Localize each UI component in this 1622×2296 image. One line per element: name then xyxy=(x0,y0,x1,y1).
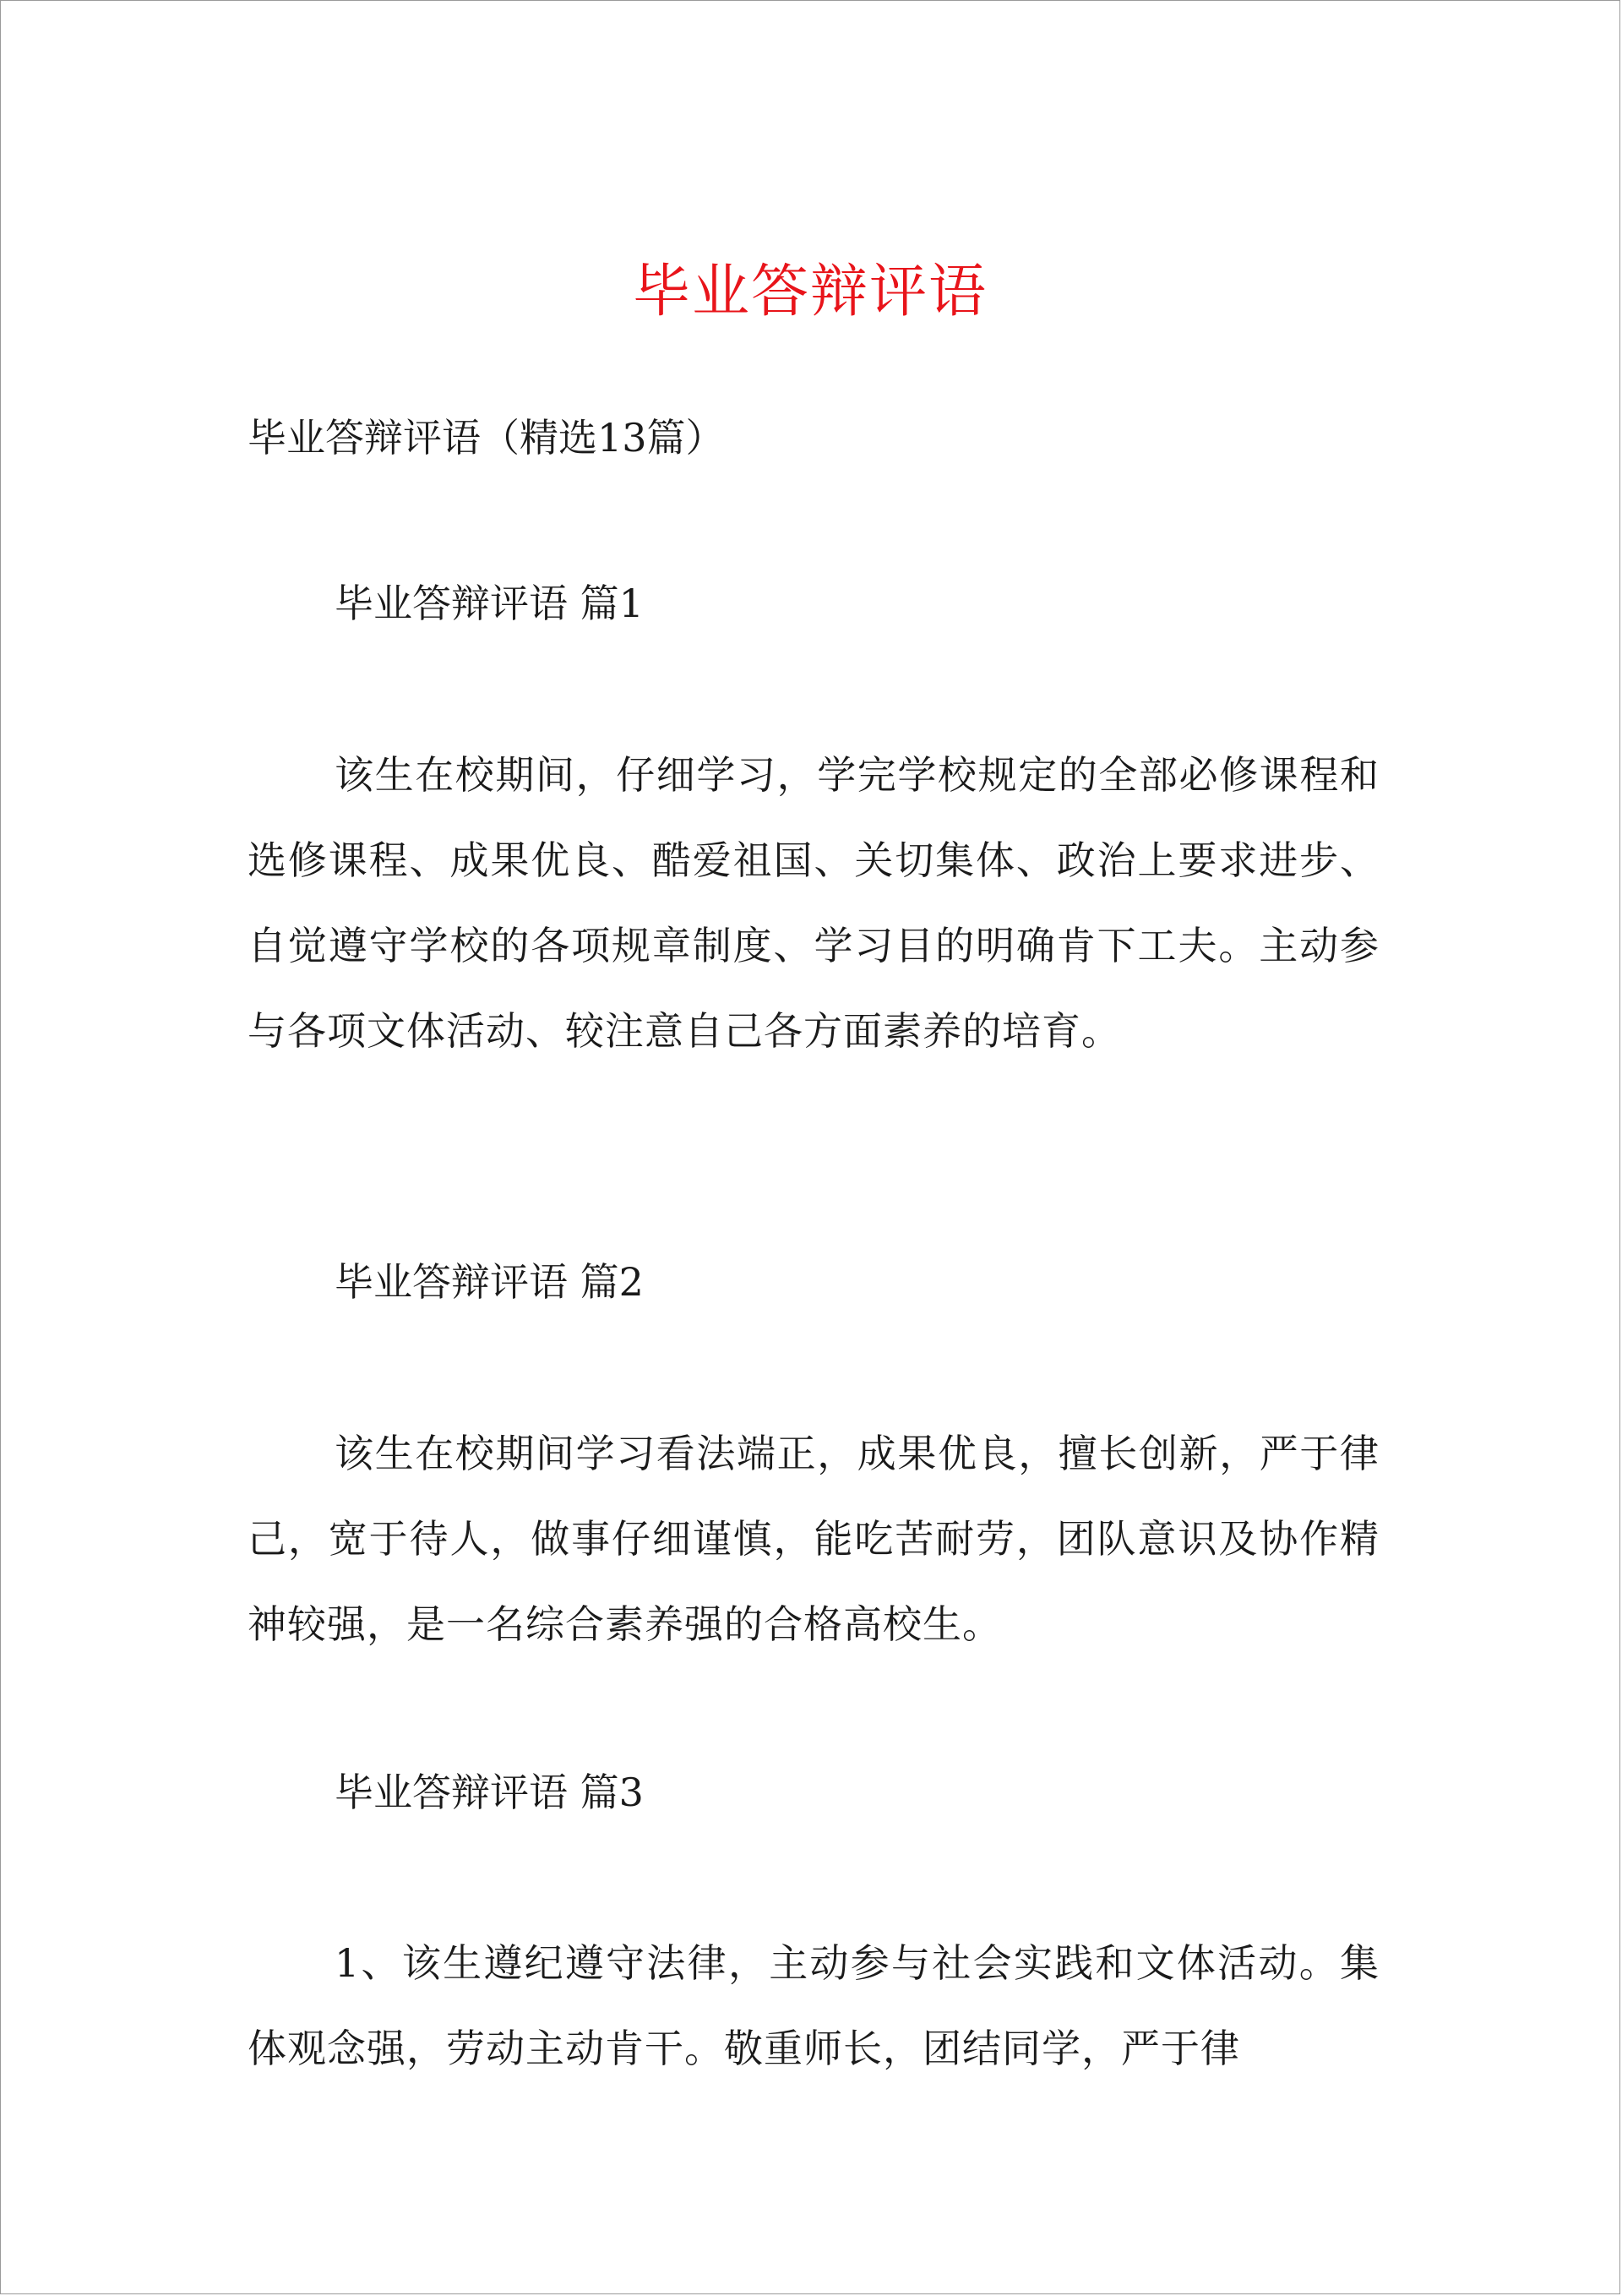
section-heading-2: 毕业答辩评语 篇2 xyxy=(335,1259,644,1305)
section-body-2: 该生在校期间学习看法端正，成果优良，擅长创新，严于律己，宽于待人，做事仔细谨慎，能吃苦耐劳，团队意识及协作精神较强，是一名综合素养强的合格高校生。 xyxy=(248,1431,1380,1647)
section-body-1: 该生在校期间，仔细学习，学完学校规定的全部必修课程和选修课程、成果优良、酷爱祖国、关切集体、政治上要求进步、自觉遵守学校的各项规章制度、学习目的明确肯下工夫。主动参与各项文体活动、较注意自己各方面素养的培育。 xyxy=(248,752,1380,1054)
section-heading-3: 毕业答辩评语 篇3 xyxy=(335,1770,644,1815)
document-subtitle: 毕业答辩评语（精选13篇） xyxy=(248,415,725,461)
section-body-3: 1、该生遵纪遵守法律，主动参与社会实践和文体活动。集体观念强，劳动主动肯干。敬重师长，团结同学，严于律 xyxy=(248,1940,1380,2071)
document-title: 毕业答辩评语 xyxy=(632,259,988,325)
section-heading-1: 毕业答辩评语 篇1 xyxy=(335,581,644,626)
